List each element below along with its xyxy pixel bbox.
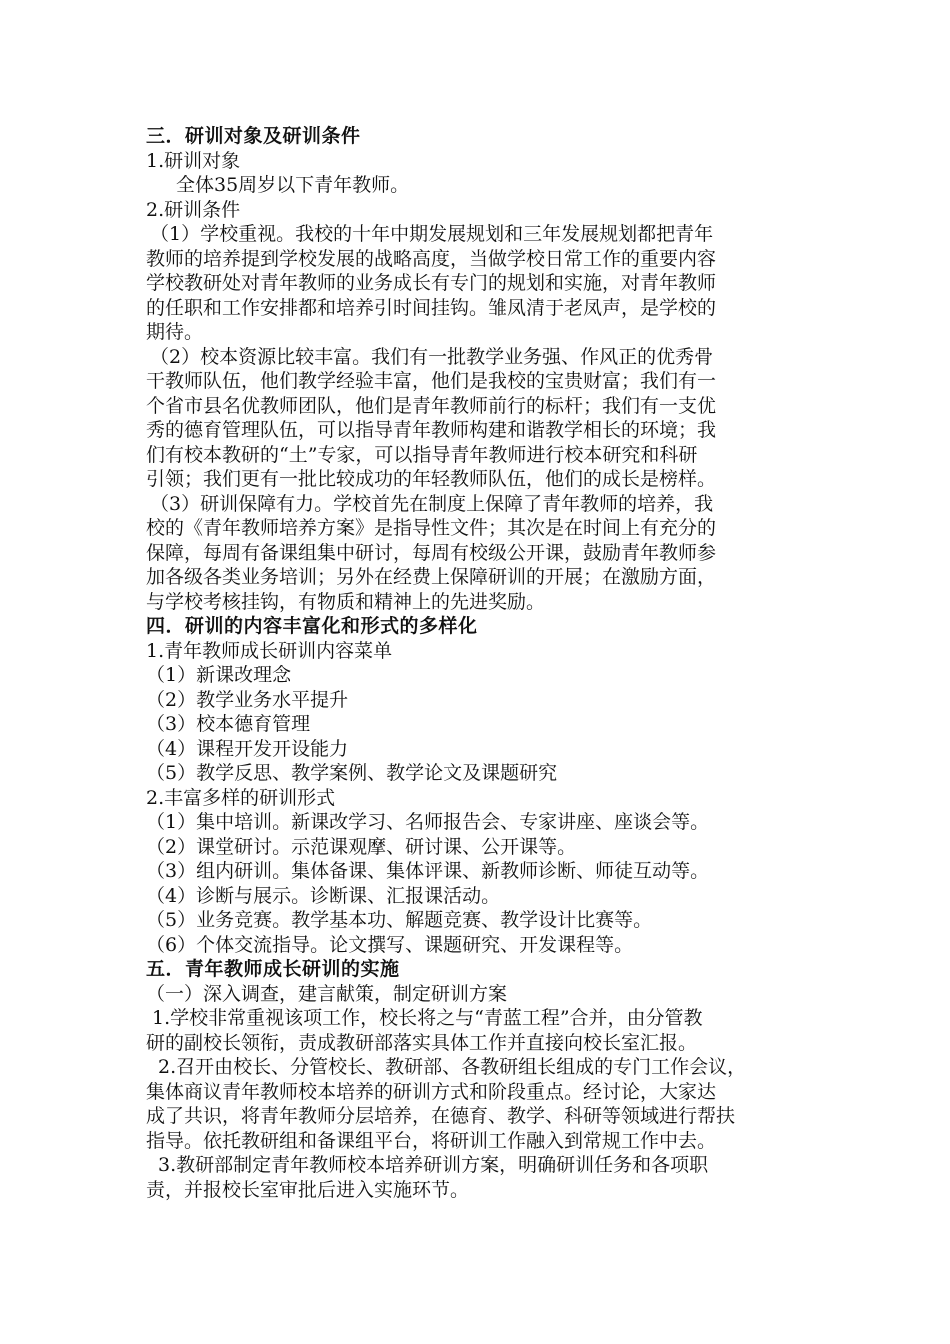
list-item: （5）教学反思、教学案例、教学论文及课题研究 [146,762,558,784]
list-item: （6）个体交流指导。论文撰写、课题研究、开发课程等。 [146,933,634,956]
section-3-sub2: 2.研训条件 [146,198,241,221]
text-line: 校的《青年教师培养方案》是指导性文件；其次是在时间上有充分的 [146,517,717,539]
list-item: （1）新课改理念 [146,664,292,686]
section-3-heading: 三．研训对象及研训条件 [146,125,361,147]
implementation-item-2 [146,1055,816,1153]
text-line: 引领；我们更有一批比较成功的年轻教师队伍，他们的成长是榜样。 [146,468,717,490]
section-3-sub1: 1.研训对象 [146,149,241,172]
list-item: （3）组内研训。集体备课、集体评课、新教师诊断、师徒互动等。 [146,860,710,882]
list-item: （5）业务竞赛。教学基本功、解题竞赛、教学设计比赛等。 [146,909,653,931]
paragraph-school-emphasis [146,222,816,345]
paragraph-training-support [146,492,816,615]
section-3-sub1-text: 全体35周岁以下青年教师。 [176,174,410,196]
text-line: 3.教研部制定青年教师校本培养研训方案，明确研训任务和各项职 [158,1154,709,1176]
text-line: 与学校考核挂钩，有物质和精神上的先进奖励。 [146,590,546,613]
section-4-heading: 四．研训的内容丰富化和形式的多样化 [146,615,478,637]
text-line: 成了共识，将青年教师分层培养，在德育、教学、科研等领域进行帮扶 [146,1105,736,1127]
text-line: 集体商议青年教师校本培养的研训方式和阶段重点。经讨论，大家达 [146,1080,717,1103]
text-line: 们有校本教研的“土”专家，可以指导青年教师进行校本研究和科研 [146,443,698,466]
implementation-item-1 [146,1006,816,1055]
section-5-sub1: （一）深入调查，建言献策，制定研训方案 [146,982,508,1005]
text-line: 1.学校非常重视该项工作，校长将之与“青蓝工程”合并，由分管教 [152,1007,703,1029]
training-forms-list [146,810,816,957]
content-menu-list [146,663,816,786]
text-line: （1）学校重视。我校的十年中期发展规划和三年发展规划都把青年 [150,223,714,245]
list-item: （3）校本德育管理 [146,713,311,735]
paragraph-school-resources [146,345,816,492]
text-line: 2.召开由校长、分管校长、教研部、各教研组长组成的专门工作会议， [158,1056,747,1078]
text-line: 教师的培养提到学校发展的战略高度，当做学校日常工作的重要内容 [146,247,717,270]
text-line: 保障，每周有备课组集中研讨，每周有校级公开课，鼓励青年教师参 [146,541,717,564]
text-line: 责，并报校长室审批后进入实施环节。 [146,1178,470,1201]
document-body [146,124,816,1202]
text-line: 研的副校长领衔，责成教研部落实具体工作并直接向校长室汇报。 [146,1031,698,1054]
section-5-heading: 五．青年教师成长研训的实施 [146,958,400,980]
implementation-item-3 [146,1153,816,1202]
text-line: 个省市县名优教师团队，他们是青年教师前行的标杆；我们有一支优 [146,394,717,417]
text-line: 加各级各类业务培训；另外在经费上保障研训的开展；在激励方面， [146,566,717,588]
text-line: 的任职和工作安排都和培养引时间挂钩。雏凤清于老凤声，是学校的 [146,296,717,319]
list-item: （2）教学业务水平提升 [146,688,349,711]
list-item: （4）课程开发开设能力 [146,737,349,760]
text-line: 期待。 [146,321,204,343]
text-line: 学校教研处对青年教师的业务成长有专门的规划和实施，对青年教师 [146,272,717,294]
section-4-sub1: 1.青年教师成长研训内容菜单 [146,639,393,662]
text-line: 指导。依托教研组和备课组平台，将研训工作融入到常规工作中去。 [146,1129,717,1152]
list-item: （1）集中培训。新课改学习、名师报告会、专家讲座、座谈会等。 [146,811,710,833]
text-line: 干教师队伍，他们教学经验丰富，他们是我校的宝贵财富；我们有一 [146,370,717,392]
section-4-sub2: 2.丰富多样的研训形式 [146,786,336,809]
text-line: （3）研训保障有力。学校首先在制度上保障了青年教师的培养，我 [150,492,714,515]
list-item: （4）诊断与展示。诊断课、汇报课活动。 [146,884,501,907]
text-line: （2）校本资源比较丰富。我们有一批教学业务强、作风正的优秀骨 [150,345,714,368]
list-item: （2）课堂研讨。示范课观摩、研讨课、公开课等。 [146,835,577,858]
text-line: 秀的德育管理队伍，可以指导青年教师构建和谐教学相长的环境；我 [146,419,717,441]
